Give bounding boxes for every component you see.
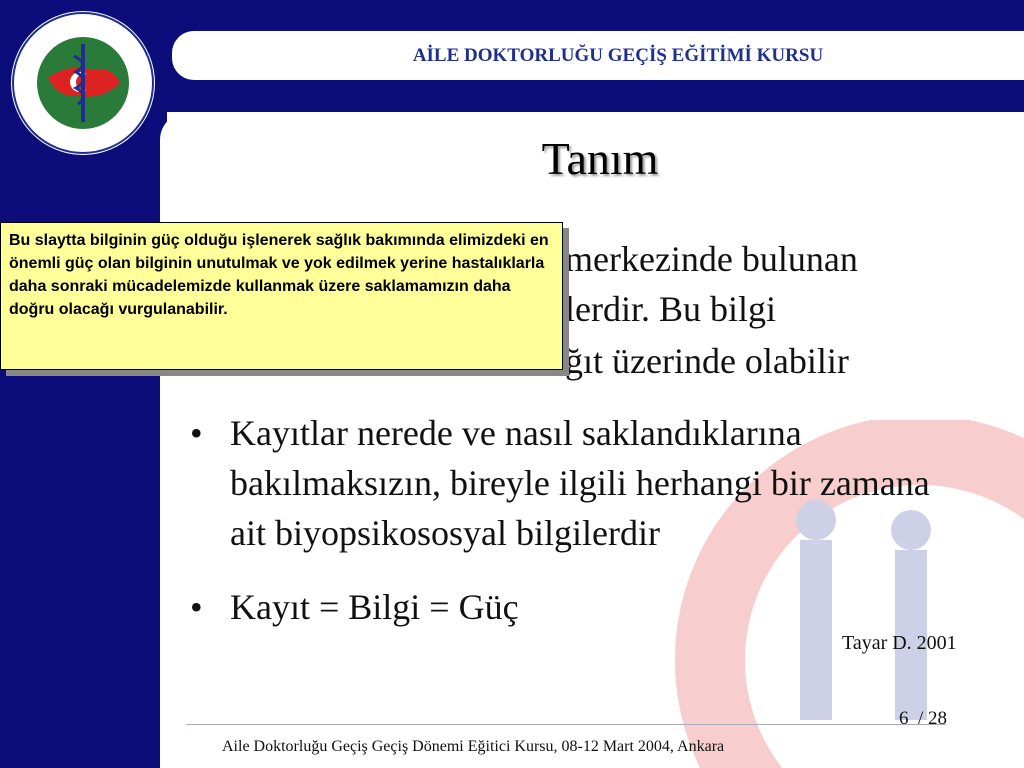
hidden-text-3: ğıt üzerinde olabilir	[565, 341, 849, 381]
speaker-note-callout: Bu slaytta bilginin güç olduğu işlenerek sağlık bakımında elimizdeki en önemli güç olan bilginin unutulmak ve yok edilmek yerine hastalıklarla daha sonraki mücadelemizde kullanmak üzere saklamamızın daha doğru olacağı vurgulanabilir.	[0, 222, 563, 370]
footer-divider	[186, 724, 946, 725]
bullet-2-text: Kayıt = Bilgi = Güç	[230, 587, 519, 627]
course-title: AİLE DOKTORLUĞU GEÇİŞ EĞİTİMİ KURSU	[412, 44, 824, 66]
page-number	[899, 708, 947, 730]
slide-title: Tanım	[541, 133, 659, 184]
bullet-dot: •	[190, 587, 203, 627]
bullet-dot: •	[190, 413, 203, 453]
page-total: / 28	[918, 708, 948, 729]
bullet-1-text: Kayıtlar nerede ve nasıl saklandıklarına bakılmaksızın, bireyle ilgili herhangi bir zamana ait biyopsikososyal bilgilerdir	[230, 413, 930, 553]
header-bar	[172, 31, 1024, 80]
hidden-text-1: merkezinde bulunan	[565, 239, 858, 279]
footer-text: Aile Doktorluğu Geçiş Geçiş Dönemi Eğitici Kursu, 08-12 Mart 2004, Ankara	[222, 738, 725, 755]
page-current: 6	[899, 708, 909, 729]
citation: Tayar D. 2001	[842, 632, 957, 654]
hidden-text-2: lerdir. Bu bilgi	[565, 289, 776, 329]
ministry-logo	[8, 8, 158, 158]
